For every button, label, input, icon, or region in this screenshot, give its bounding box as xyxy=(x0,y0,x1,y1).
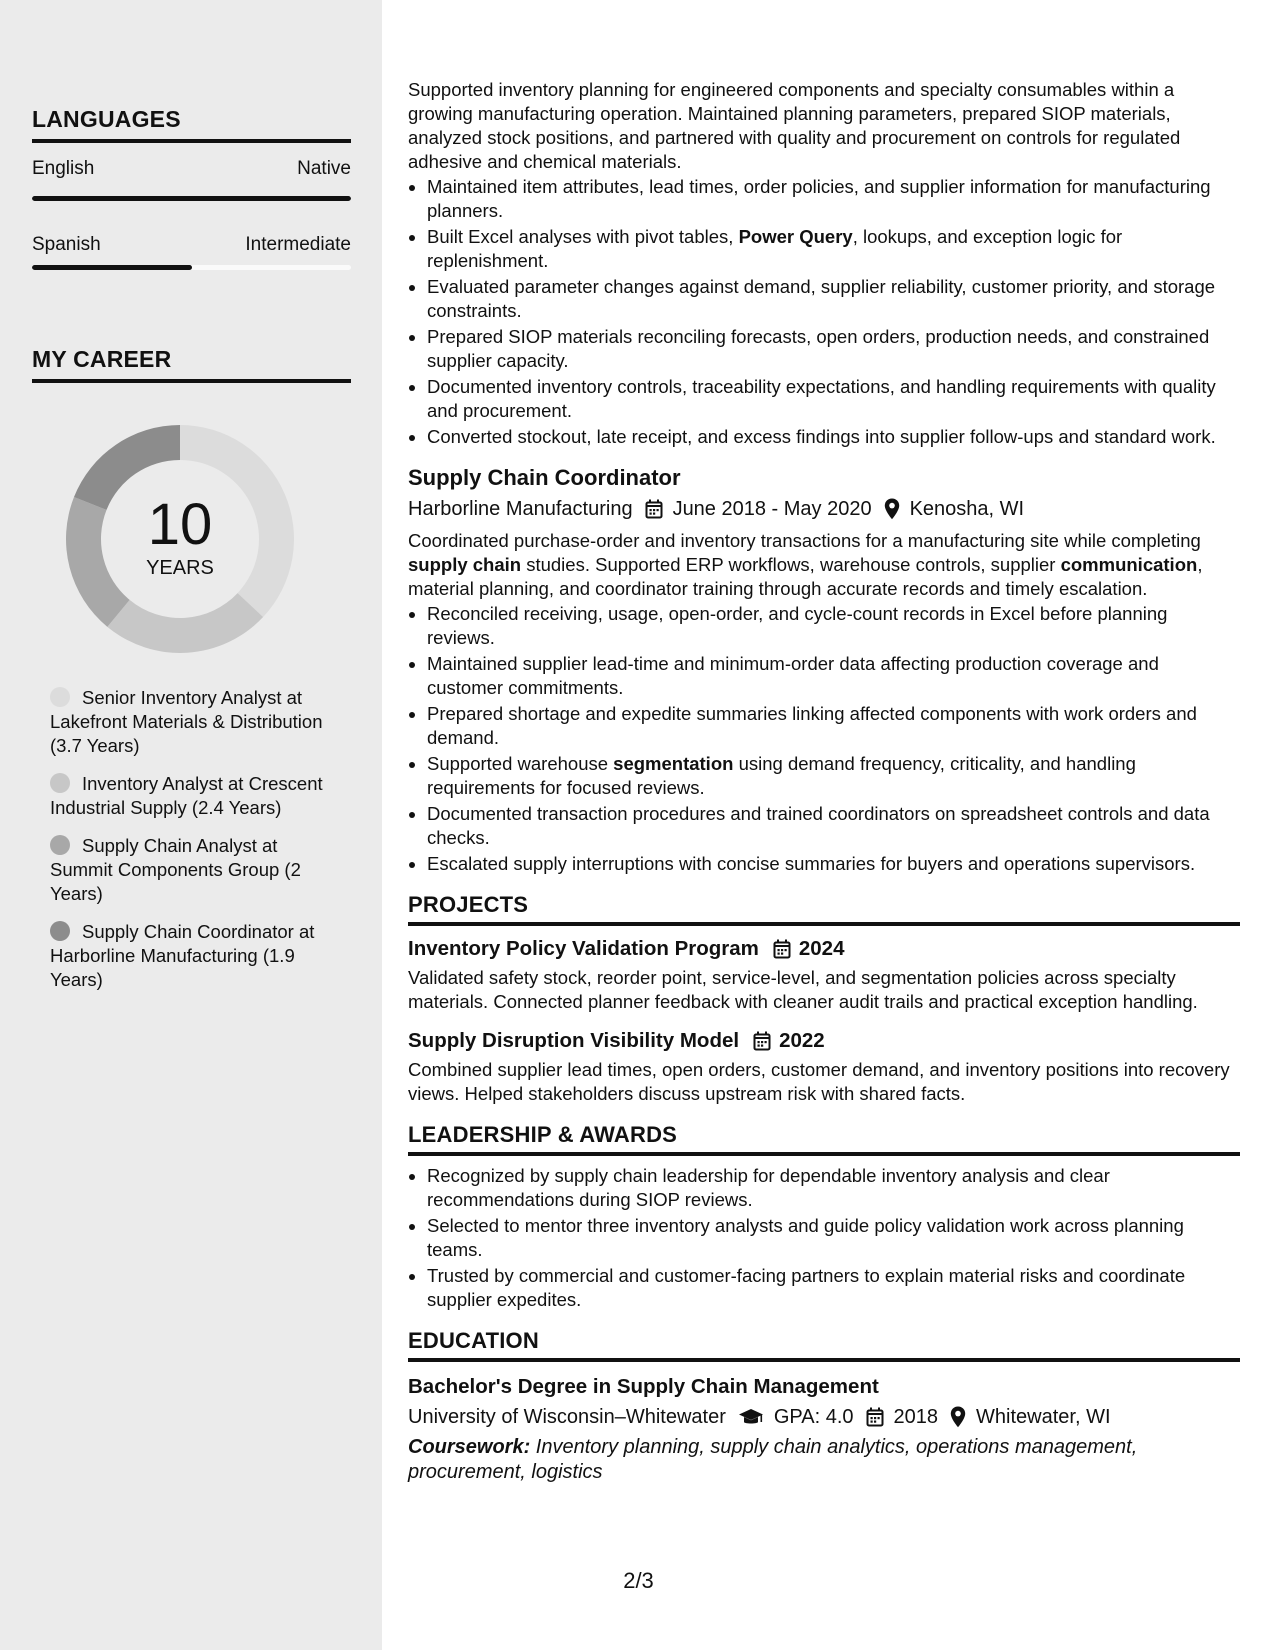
legend-label: Supply Chain Coordinator at Harborline Manufacturing (1.9 Years) xyxy=(50,921,315,990)
gpa: GPA: 4.0 xyxy=(773,1406,854,1428)
leadership-bullets xyxy=(408,1164,1240,1312)
job-company: Harborline Manufacturing xyxy=(408,498,633,520)
career-legend-item xyxy=(50,920,330,992)
main-content xyxy=(408,78,1240,1485)
career-donut-chart xyxy=(66,425,294,653)
legend-dot-icon xyxy=(50,921,70,941)
career-heading: MY CAREER xyxy=(32,346,351,383)
list-item: • Selected to mentor three inventory analysts and guide policy validation work across planning teams. xyxy=(427,1214,1240,1262)
legend-label: Supply Chain Analyst at Summit Components Group (2 Years) xyxy=(50,835,301,904)
graduation-year: 2018 xyxy=(893,1406,939,1428)
career-total-unit: YEARS xyxy=(146,556,214,579)
project-description: Combined supplier lead times, open orders, customer demand, and inventory positions into recovery views. Helped stakeholders discuss upstream risk with shared facts. xyxy=(408,1059,1230,1104)
language-bar-fill xyxy=(32,196,351,201)
list-item: • Evaluated parameter changes against demand, supplier reliability, customer priority, and storage constraints. xyxy=(427,275,1240,323)
list-item: • Built Excel analyses with pivot tables, Power Query, lookups, and exception logic for replenishment. xyxy=(427,225,1240,273)
list-item: • Documented inventory controls, traceability expectations, and handling requirements with quality and procurement. xyxy=(427,375,1240,423)
list-item: • Reconciled receiving, usage, open-order, and cycle-count records in Excel before planning reviews. xyxy=(427,602,1240,650)
career-legend-item xyxy=(50,686,330,758)
career-total-number: 10 xyxy=(147,491,213,557)
legend-label: Inventory Analyst at Crescent Industrial Supply (2.4 Years) xyxy=(50,773,323,818)
legend-dot-icon xyxy=(50,773,70,793)
legend-dot-icon xyxy=(50,835,70,855)
list-item: • Documented transaction procedures and trained coordinators on spreadsheet controls and data checks. xyxy=(427,802,1240,850)
job-meta xyxy=(408,495,1240,523)
legend-label: Senior Inventory Analyst at Lakefront Materials & Distribution (3.7 Years) xyxy=(50,687,323,756)
job-description: Coordinated purchase-order and inventory transactions for a manufacturing site while completing supply chain studies. Supported ERP workflows, warehouse controls, supplier communication, material planning, and coordinator training through accurate records and timely escalation. xyxy=(408,530,1203,599)
language-item-english xyxy=(32,158,351,180)
role-bullets xyxy=(408,175,1240,449)
project-title: Supply Disruption Visibility Model 2022 xyxy=(408,1029,825,1052)
calendar-icon xyxy=(645,499,663,519)
career-legend xyxy=(50,686,330,1006)
list-item: • Escalated supply interruptions with concise summaries for buyers and operations supervisors. xyxy=(427,852,1240,876)
language-item-spanish xyxy=(32,234,351,256)
project-title: Inventory Policy Validation Program 2024 xyxy=(408,937,845,960)
language-name: Spanish xyxy=(32,234,101,255)
project-year: 2024 xyxy=(798,937,845,960)
language-level: Native xyxy=(297,158,351,179)
graduation-cap-icon xyxy=(738,1407,764,1427)
job-bullets xyxy=(408,602,1240,876)
job-dates: June 2018 - May 2020 xyxy=(672,498,872,520)
list-item: • Maintained supplier lead-time and minimum-order data affecting production coverage and customer commitments. xyxy=(427,652,1240,700)
school-name: University of Wisconsin–Whitewater xyxy=(408,1406,726,1428)
coursework: Coursework: Inventory planning, supply chain analytics, operations management, procurement, logistics xyxy=(408,1436,1138,1483)
role-summary: Supported inventory planning for engineered components and specialty consumables within a growing manufacturing operation. Maintained planning parameters, prepared SIOP materials, analyzed stock positions, and partnered with quality and procurement on controls for regulated adhesive and chemical materials. xyxy=(408,79,1181,172)
education-heading: EDUCATION xyxy=(408,1328,1240,1362)
language-name: English xyxy=(32,158,95,179)
list-item: • Supported warehouse segmentation using demand frequency, criticality, and handling requirements for focused reviews. xyxy=(427,752,1240,800)
project-description: Validated safety stock, reorder point, service-level, and segmentation policies across specialty materials. Connected planner feedback with cleaner audit trails and practical exception handling. xyxy=(408,967,1198,1012)
education-meta xyxy=(408,1403,1240,1431)
project-year: 2022 xyxy=(779,1029,825,1052)
list-item: • Prepared shortage and expedite summaries linking affected components with work orders and demand. xyxy=(427,702,1240,750)
language-bar-english xyxy=(32,196,351,201)
calendar-icon xyxy=(866,1407,884,1427)
projects-heading: PROJECTS xyxy=(408,892,1240,926)
language-bar-spanish xyxy=(32,265,351,270)
map-pin-icon xyxy=(884,498,900,520)
sidebar xyxy=(0,0,382,1650)
calendar-icon xyxy=(773,939,791,959)
job-location: Kenosha, WI xyxy=(909,498,1025,520)
calendar-icon xyxy=(753,1031,771,1051)
list-item: • Prepared SIOP materials reconciling forecasts, open orders, production needs, and constrained supplier capacity. xyxy=(427,325,1240,373)
leadership-heading: LEADERSHIP & AWARDS xyxy=(408,1122,1240,1156)
legend-dot-icon xyxy=(50,687,70,707)
list-item: • Recognized by supply chain leadership for dependable inventory analysis and clear recommendations during SIOP reviews. xyxy=(427,1164,1240,1212)
career-legend-item xyxy=(50,834,330,906)
page-number: 2/3 xyxy=(623,1568,654,1593)
list-item: • Maintained item attributes, lead times, order policies, and supplier information for manufacturing planners. xyxy=(427,175,1240,223)
career-legend-item xyxy=(50,772,330,820)
school-location: Whitewater, WI xyxy=(976,1406,1111,1428)
language-bar-fill xyxy=(32,265,192,270)
languages-heading: LANGUAGES xyxy=(32,106,351,143)
degree-title: Bachelor's Degree in Supply Chain Management xyxy=(408,1375,879,1398)
map-pin-icon xyxy=(950,1406,966,1428)
job-title: Supply Chain Coordinator xyxy=(408,465,681,490)
list-item: • Trusted by commercial and customer-facing partners to explain material risks and coordinate supplier expedites. xyxy=(427,1264,1240,1312)
language-level: Intermediate xyxy=(245,234,351,255)
list-item: • Converted stockout, late receipt, and excess findings into supplier follow-ups and standard work. xyxy=(427,425,1240,449)
